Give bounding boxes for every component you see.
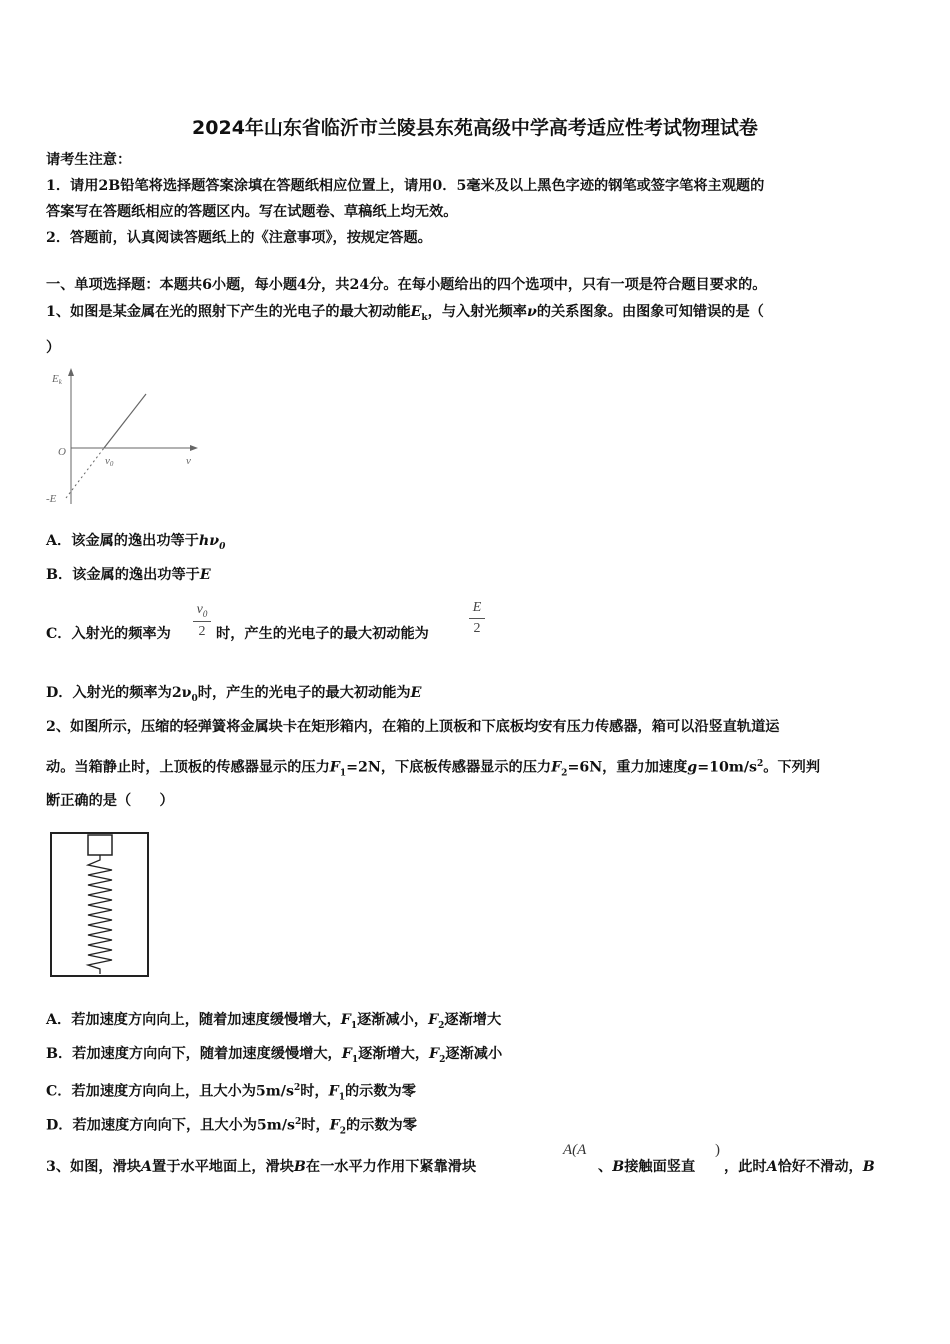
- q2-option-c: C．若加速度方向向上，且大小为$5m/s^2$时，$F_1$的示数为零: [46, 1083, 416, 1103]
- q1-stem-c: 的关系图象。由图象可知错误的是（: [536, 304, 764, 320]
- q3-stem-part-2: 、B接触面竖直: [598, 1159, 696, 1175]
- q1-ek: E: [410, 304, 422, 320]
- graph-origin-label: O: [58, 446, 66, 458]
- graph-nu0-label: ν0: [105, 455, 114, 468]
- page-title: 2024年山东省临沂市兰陵县东苑高级中学高考适应性考试物理试卷: [192, 117, 758, 139]
- notice-line-1: 1．请用2B铅笔将选择题答案涂填在答题纸相应位置上，请用0．5毫米及以上黑色字迹的钢笔或签字笔将主观题的: [46, 178, 765, 194]
- graph-y-label: Ek: [52, 373, 62, 386]
- notice-heading: 请考生注意：: [46, 152, 132, 168]
- q1-stem-close: ）: [46, 340, 61, 356]
- graph-x-arrow: [190, 445, 198, 451]
- q3-raised-paren: ): [715, 1142, 720, 1158]
- spring: [88, 855, 112, 974]
- q3-raised-formula: A(A: [563, 1142, 587, 1158]
- q2-stem-line-1: 2、如图所示，压缩的轻弹簧将金属块卡在矩形箱内，在箱的上顶板和下底板均安有压力传感器，箱可以沿竖直轨道运: [46, 719, 780, 735]
- q2-spring-box-figure: [48, 830, 152, 980]
- q1-option-c-fraction-1: $\nu_0$ 2: [193, 602, 211, 640]
- notice-line-3: 2．答题前，认真阅读答题纸上的《注意事项》，按规定答题。: [46, 230, 432, 246]
- q1-stem-b: ，与入射光频率: [427, 304, 527, 320]
- q2-stem-line-2: 动。当箱静止时，上顶板的传感器显示的压力$F_1=2N$，下底板传感器显示的压力$F_2=6N$，重力加速度$g=10m/s^2$。下列判: [46, 759, 821, 779]
- q3-stem-part-1: 3、如图，滑块A置于水平地面上，滑块B在一水平力作用下紧靠滑块: [46, 1159, 477, 1175]
- q1-nu: ν: [526, 304, 537, 320]
- graph-x-label: ν: [186, 455, 191, 467]
- q1-option-a: A．该金属的逸出功等于$h\nu_0$: [46, 533, 226, 552]
- graph-line-solid: [104, 394, 146, 448]
- q1-option-b: B．该金属的逸出功等于E: [46, 567, 211, 583]
- q2-option-d: D．若加速度方向向下，且大小为$5m/s^2$时，$F_2$的示数为零: [46, 1117, 417, 1137]
- q1-graph: [46, 364, 206, 514]
- graph-neg-e-label: -E: [46, 493, 57, 505]
- q1-option-c-fraction-2: E 2: [469, 600, 485, 637]
- graph-line-dashed: [66, 448, 104, 498]
- q1-stem: [46, 303, 764, 327]
- q1-stem-a: 1、如图是某金属在光的照射下产生的光电子的最大初动能: [46, 304, 411, 320]
- q2-option-a: A．若加速度方向向上，随着加速度缓慢增大，$F_1$逐渐减小，$F_2$逐渐增大: [46, 1012, 502, 1031]
- q2-option-b: B．若加速度方向向下，随着加速度缓慢增大，$F_1$逐渐增大，$F_2$逐渐减小: [46, 1046, 503, 1065]
- q1-option-c-text-1: C．入射光的频率为: [46, 626, 171, 642]
- notice-line-2: 答案写在答题纸相应的答题区内。写在试题卷、草稿纸上均无效。: [46, 204, 458, 220]
- section-heading: 一、单项选择题：本题共6小题，每小题4分，共24分。在每小题给出的四个选项中，只有一项是符合题目要求的。: [46, 277, 767, 293]
- q3-stem-part-3: ，此时A恰好不滑动，B: [724, 1159, 875, 1175]
- q1-ek-sub: k: [421, 312, 428, 323]
- metal-block: [88, 835, 112, 855]
- q1-option-c-text-2: 时，产生的光电子的最大初动能为: [216, 626, 429, 642]
- q2-stem-line-3: 断正确的是（ ）: [46, 793, 174, 809]
- graph-y-arrow: [68, 368, 74, 376]
- q1-option-d: D．入射光的频率为$2\nu_0$时，产生的光电子的最大初动能为E: [46, 685, 422, 704]
